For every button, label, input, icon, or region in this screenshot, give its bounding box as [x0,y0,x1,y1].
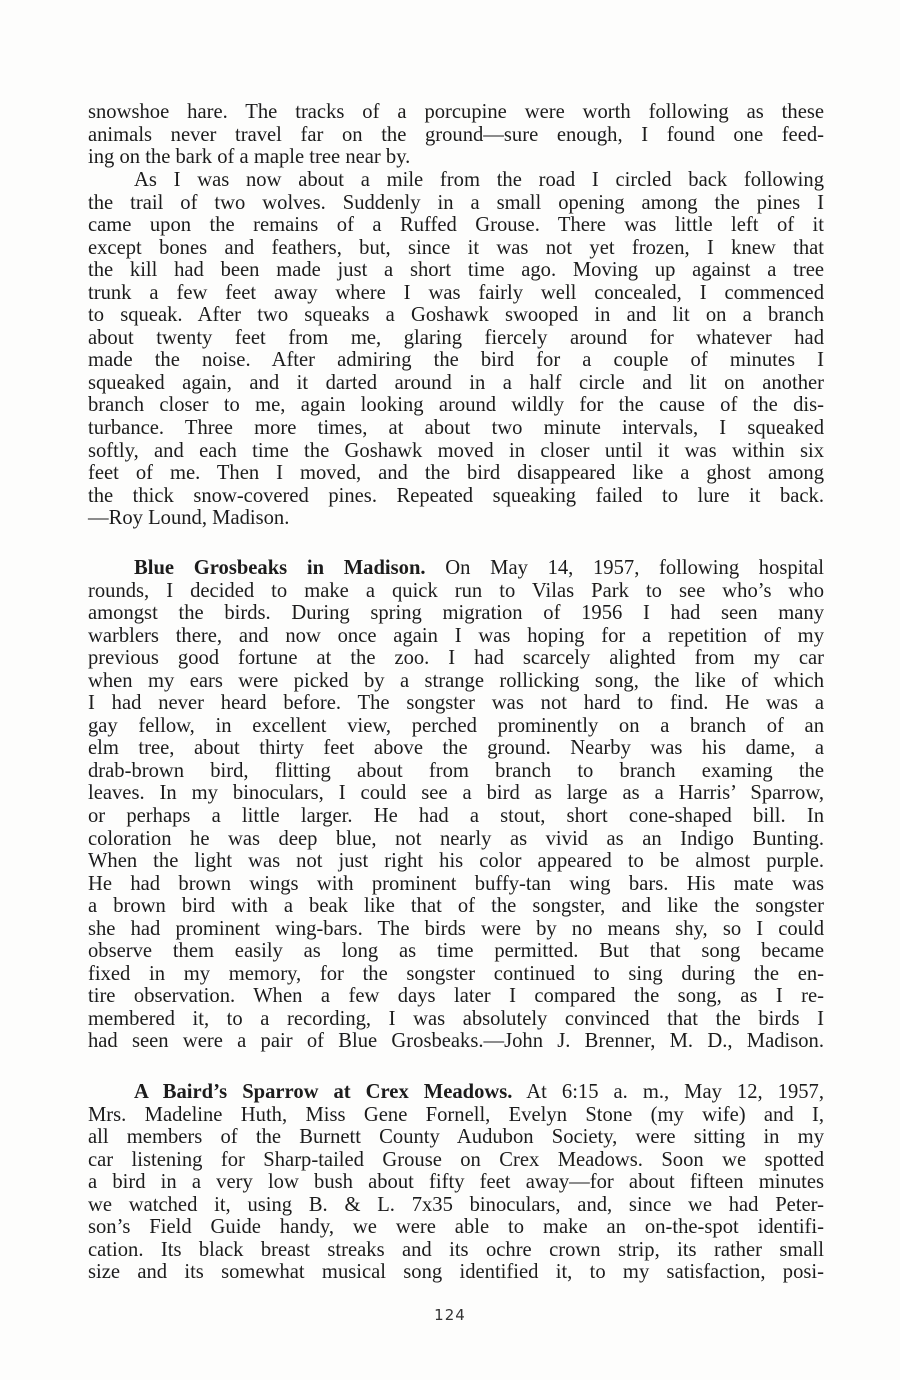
text-line: cation. Its black breast streaks and its ochre crown strip, its rather small [88,1238,824,1261]
text-line: she had prominent wing-bars. The birds were by no means shy, so I could [88,917,824,940]
text-line: When the light was not just right his color appeared to be almost purple. [88,850,824,873]
text-line: animals never travel far on the ground—sure enough, I found one feed- [88,123,824,146]
text-line [88,557,824,580]
text-line: about twenty feet from me, glaring fiercely around for whatever had [88,326,824,349]
text-line: all members of the Burnett County Audubon Society, were sitting in my [88,1126,824,1149]
text-line: branch closer to me, again looking around wildly for the cause of the dis- [88,394,824,417]
text-line: As I was now about a mile from the road I circled back following [134,169,824,191]
text-line: gay fellow, in excellent view, perched prominently on a branch of an [88,714,824,737]
text-line: membered it, to a recording, I was absolutely convinced that the birds I [88,1007,824,1030]
text-line: trunk a few feet away where I was fairly well concealed, I commenced [88,281,824,304]
text-line: size and its somewhat musical song identified it, to my satisfaction, posi- [88,1261,824,1284]
text-line: the trail of two wolves. Suddenly in a small opening among the pines I [88,191,824,214]
text-line: when my ears were picked by a strange rollicking song, the like of which [88,669,824,692]
text-line: had seen were a pair of Blue Grosbeaks.—John J. Brenner, M. D., Madison. [88,1030,824,1053]
text-line: drab-brown bird, flitting about from branch to branch examing the [88,759,824,782]
paragraph-porcupine-continuation [88,101,824,169]
text-line: He had brown wings with prominent buffy-tan wing bars. His mate was [88,872,824,895]
author-attribution: —Roy Lound, Madison. [88,507,290,530]
text-line: amongst the birds. During spring migration of 1956 I had seen many [88,602,824,625]
text-line: ing on the bark of a maple tree near by. [88,146,411,169]
text-line: I had never heard before. The songster was not hard to find. He was a [88,692,824,715]
text-line: coloration he was deep blue, not nearly as vivid as an Indigo Bunting. [88,827,824,850]
text-line: to squeak. After two squeaks a Goshawk swooped in and lit on a branch [88,304,824,327]
section-heading: Blue Grosbeaks in Madison. [134,557,426,579]
text-line: son’s Field Guide handy, we were able to make an on-the-spot identifi- [88,1216,824,1239]
text-line: a bird in a very low bush about fifty feet away—for about fifteen minutes [88,1171,824,1194]
text-line: a brown bird with a beak like that of the songster, and like the songster [88,895,824,918]
text-line: the thick snow-covered pines. Repeated squeaking failed to lure it back. [88,484,824,507]
text-line: we watched it, using B. & L. 7x35 binoculars, and, since we had Peter- [88,1193,824,1216]
text-line: or perhaps a little larger. He had a stout, short cone-shaped bill. In [88,805,824,828]
text-line: previous good fortune at the zoo. I had scarcely alighted from my car [88,647,824,670]
text-line [88,1081,824,1104]
text-line: softly, and each time the Goshawk moved in closer until it was within six [88,439,824,462]
text-line: Mrs. Madeline Huth, Miss Gene Fornell, Evelyn Stone (my wife) and I, [88,1103,824,1126]
paragraph-bairds-sparrow [88,1081,824,1284]
heading-line-rest: At 6:15 a. m., May 12, 1957, [526,1081,824,1103]
text-line: feet of me. Then I moved, and the bird disappeared like a ghost among [88,462,824,485]
text-line: warblers there, and now once again I was hoping for a repetition of my [88,624,824,647]
text-line: came upon the remains of a Ruffed Grouse. There was little left of it [88,214,824,237]
section-heading: A Baird’s Sparrow at Crex Meadows. [134,1081,513,1103]
text-line: rounds, I decided to make a quick run to Vilas Park to see who’s who [88,579,824,602]
text-line: car listening for Sharp-tailed Grouse on Crex Meadows. Soon we spotted [88,1148,824,1171]
text-line: fixed in my memory, for the songster continued to sing during the en- [88,962,824,985]
text-line: observe them easily as long as time permitted. But that song became [88,940,824,963]
page-number: 124 [434,1306,466,1324]
text-line: except bones and feathers, but, since it was not yet frozen, I knew that [88,236,824,259]
paragraph-goshawk [88,169,824,530]
text-line: turbance. Three more times, at about two minute intervals, I squeaked [88,417,824,440]
text-line: leaves. In my binoculars, I could see a bird as large as a Harris’ Sparrow, [88,782,824,805]
text-line: elm tree, about thirty feet above the ground. Nearby was his dame, a [88,737,824,760]
text-line: snowshoe hare. The tracks of a porcupine were worth following as these [88,101,824,123]
text-line: the kill had been made just a short time ago. Moving up against a tree [88,259,824,282]
text-line: tire observation. When a few days later I compared the song, as I re- [88,985,824,1008]
text-line: squeaked again, and it darted around in a half circle and lit on another [88,371,824,394]
text-line: made the noise. After admiring the bird for a couple of minutes I [88,349,824,372]
paragraph-blue-grosbeaks [88,557,824,1053]
heading-line-rest: On May 14, 1957, following hospital [445,557,825,579]
